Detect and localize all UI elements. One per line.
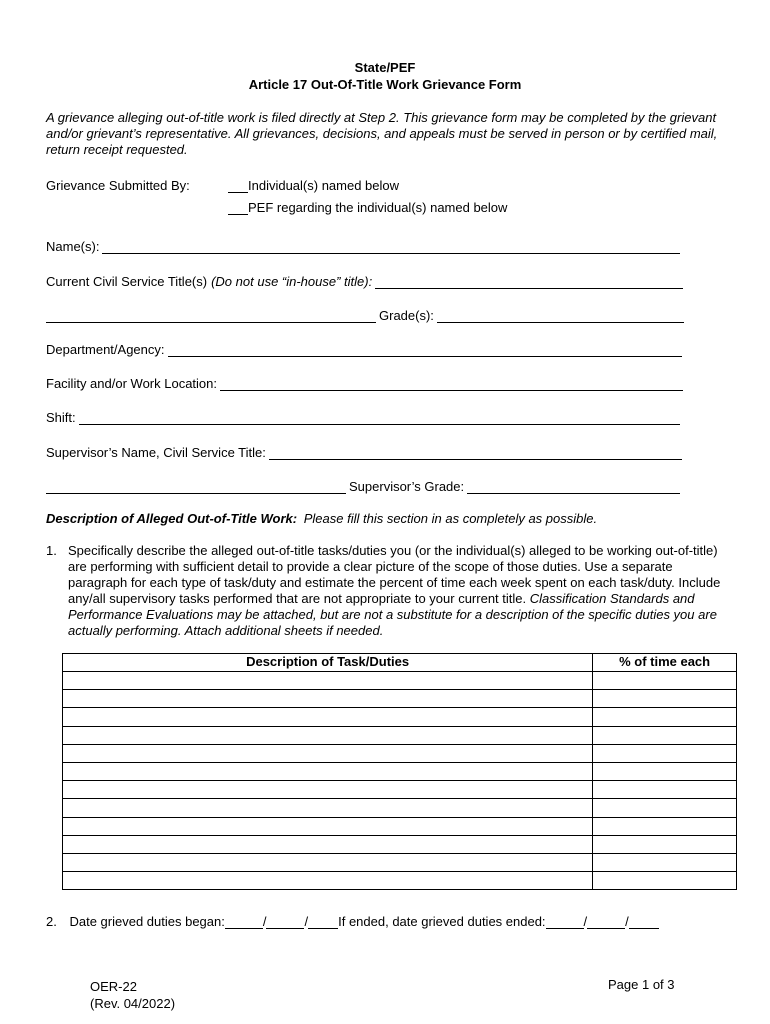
task-cell[interactable] [63, 726, 593, 744]
title-label: Current Civil Service Title(s) [46, 274, 208, 289]
description-heading-label: Description of Alleged Out-of-Title Work: [46, 511, 298, 526]
department-row [46, 339, 682, 357]
intro-paragraph: A grievance alleging out-of-title work is filed directly at Step 2. This grievance form may be completed by the grievant and/or grievant’s representative. All grievances, decisions, and appeals must be served in person or by certified mail, return receipt requested. [46, 110, 718, 157]
form-revision: (Rev. 04/2022) [90, 996, 176, 1011]
percent-cell[interactable] [593, 762, 737, 780]
task-column-header: Description of Task/Duties [63, 654, 593, 672]
table-row [63, 744, 737, 762]
task-cell[interactable] [63, 708, 593, 726]
percent-cell[interactable] [593, 799, 737, 817]
table-row [63, 690, 737, 708]
item-1-number: 1. [46, 543, 57, 558]
option-individual-label: Individual(s) named below [248, 178, 400, 193]
percent-cell[interactable] [593, 690, 737, 708]
date-separator: / [583, 914, 588, 929]
facility-row [46, 373, 683, 391]
names-label: Name(s): [46, 239, 100, 254]
task-cell[interactable] [63, 835, 593, 853]
title-row [46, 271, 683, 289]
task-cell[interactable] [63, 690, 593, 708]
table-row [63, 708, 737, 726]
title-field[interactable] [375, 274, 683, 289]
percent-cell[interactable] [593, 817, 737, 835]
percent-cell[interactable] [593, 744, 737, 762]
item-2-number: 2. [46, 914, 57, 929]
task-table [62, 653, 737, 890]
option-individual[interactable] [228, 178, 399, 193]
item-1-text: Specifically describe the alleged out-of-title tasks/duties you (or the individual(s) alleged to be working out-of-title) are performing with sufficient detail to provide a clear picture of the scope of those duties. Use a separate paragraph for each type of task/duty and estimate the percent of time each week spent on each task/duty. Include any/all supervisory tasks performed that are not appropriate to your current title. [68, 543, 721, 606]
shift-row [46, 407, 680, 425]
percent-cell[interactable] [593, 872, 737, 890]
form-title: Article 17 Out-Of-Title Work Grievance Form [248, 77, 522, 92]
task-cell[interactable] [63, 744, 593, 762]
option-pef[interactable] [228, 200, 507, 215]
description-heading [46, 511, 726, 526]
table-row [63, 672, 737, 690]
table-row [63, 799, 737, 817]
date-separator: / [304, 914, 309, 929]
supervisor-continuation-field[interactable] [46, 479, 346, 494]
table-row [63, 762, 737, 780]
task-cell[interactable] [63, 672, 593, 690]
ended-label: If ended, date grieved duties ended: [338, 914, 546, 929]
table-row [63, 726, 737, 744]
shift-label: Shift: [46, 410, 76, 425]
date-separator: / [262, 914, 267, 929]
task-cell[interactable] [63, 799, 593, 817]
task-cell[interactable] [63, 872, 593, 890]
description-subheading: Please fill this section in as completely as possible. [303, 511, 598, 526]
task-cell[interactable] [63, 817, 593, 835]
supervisor-grade-label: Supervisor’s Grade: [349, 479, 465, 494]
option-individual-checkline[interactable] [228, 178, 248, 193]
title-note: (Do not use “in-house” title): [211, 274, 373, 289]
table-row [63, 781, 737, 799]
began-month-field[interactable] [225, 914, 263, 929]
grade-field[interactable] [437, 308, 684, 323]
facility-field[interactable] [220, 376, 683, 391]
date-separator: / [625, 914, 629, 929]
grade-row [46, 305, 684, 323]
names-row [46, 236, 680, 254]
began-label: Date grieved duties began: [69, 914, 225, 929]
percent-cell[interactable] [593, 781, 737, 799]
table-row [63, 872, 737, 890]
percent-cell[interactable] [593, 672, 737, 690]
ended-year-field[interactable] [629, 914, 659, 929]
form-id: OER-22 [90, 979, 137, 994]
option-pef-label: PEF regarding the individual(s) named below [248, 200, 508, 215]
task-cell[interactable] [63, 762, 593, 780]
table-row [63, 835, 737, 853]
department-field[interactable] [168, 342, 682, 357]
task-cell[interactable] [63, 853, 593, 871]
supervisor-row [46, 442, 682, 460]
title-continuation-field[interactable] [46, 308, 376, 323]
department-label: Department/Agency: [46, 342, 165, 357]
percent-cell[interactable] [593, 853, 737, 871]
option-pef-checkline[interactable] [228, 200, 248, 215]
percent-cell[interactable] [593, 726, 737, 744]
shift-field[interactable] [79, 410, 680, 425]
grade-label: Grade(s): [379, 308, 434, 323]
supervisor-label: Supervisor’s Name, Civil Service Title: [46, 445, 266, 460]
percent-cell[interactable] [593, 708, 737, 726]
item-1-italic-note: Classification Standards and Performance Evaluations may be attached, but are not a substitute for a description of the specific duties you are actually performing. Attach additional sheets if needed. [68, 591, 717, 638]
supervisor-grade-field[interactable] [467, 479, 680, 494]
began-year-field[interactable] [308, 914, 338, 929]
supervisor-field[interactable] [269, 445, 682, 460]
names-field[interactable] [102, 239, 680, 254]
supervisor-grade-row [46, 476, 680, 494]
percent-column-header: % of time each [593, 654, 737, 672]
began-day-field[interactable] [266, 914, 304, 929]
task-cell[interactable] [63, 781, 593, 799]
ended-month-field[interactable] [546, 914, 584, 929]
table-row [63, 853, 737, 871]
ended-day-field[interactable] [587, 914, 625, 929]
item-1 [46, 543, 726, 639]
page-number: Page 1 of 3 [608, 977, 675, 992]
form-agency-title: State/PEF [354, 60, 416, 75]
table-row [63, 817, 737, 835]
percent-cell[interactable] [593, 835, 737, 853]
facility-label: Facility and/or Work Location: [46, 376, 217, 391]
table-header-row [63, 654, 737, 672]
item-2 [46, 914, 659, 929]
submitted-by-label: Grievance Submitted By: [46, 178, 190, 193]
